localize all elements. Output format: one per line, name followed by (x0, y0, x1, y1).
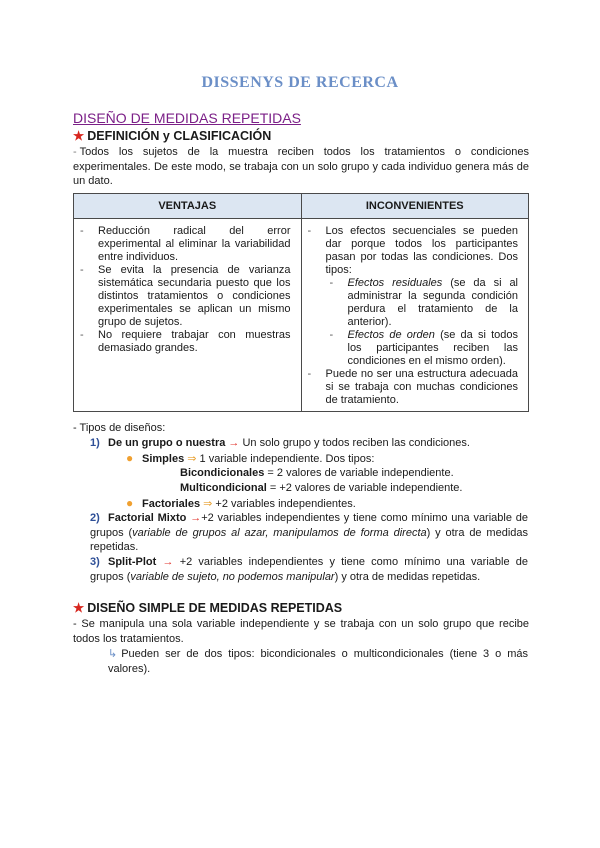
arrow-icon: → (162, 556, 174, 568)
header-inconvenientes: INCONVENIENTES (301, 194, 529, 219)
list-item: - No requiere trabajar con muestras demasiado grandes. (80, 329, 291, 354)
tipo-factoriales: ● Factoriales ⇒ +2 variables independientes. (126, 496, 356, 510)
bullet-icon: ● (126, 496, 134, 510)
header-ventajas: VENTAJAS (74, 194, 302, 219)
double-arrow-icon: ⇒ (187, 453, 197, 465)
tipo-item-2: 2) Factorial Mixto →+2 variables independientes y tiene como mínimo una variable de grupos (variable de grupos al azar, manipulamos de forma directa) y otra de medidas repetidas. (90, 512, 528, 553)
intro-paragraph: - Todos los sujetos de la muestra reciben todos los tratamientos o condiciones experimentales. De este modo, se trabaja con un solo grupo y cada individuo genera más de un dato. (73, 146, 529, 187)
bullet-icon: ● (126, 451, 134, 465)
list-item: - Efectos residuales (se da si al administrar la segunda condición perdura el tratamiento de la anterior). (329, 277, 518, 328)
simple-design-paragraph: - Se manipula una sola variable independiente y se trabaja con un solo grupo que recibe todos los tratamientos. (73, 618, 529, 645)
arrow-icon: → (190, 512, 202, 524)
tipo-multicondicional: Multicondicional = +2 valores de variable independiente. (180, 482, 463, 494)
inconvenientes-cell (301, 219, 529, 412)
simple-design-note: ↳ Pueden ser de dos tipos: bicondicionales o multicondicionales (tiene 3 o más valores). (108, 648, 528, 675)
document-title: DISSENYS DE RECERCA (201, 74, 399, 91)
list-item: - Los efectos secuenciales se pueden dar porque todos los participantes pasan por todas las condiciones. Dos tipos: (307, 225, 518, 276)
arrow-icon: → (228, 437, 240, 449)
return-arrow-icon: ↳ (108, 648, 118, 660)
double-arrow-icon: ⇒ (203, 498, 213, 510)
list-item: - Reducción radical del error experimental al eliminar la variabilidad entre individuos. (80, 225, 291, 263)
star-icon: ★ (73, 601, 85, 615)
list-item: - Efectos de orden (se da si todos los participantes reciben las condiciones en el mismo orden). (329, 329, 519, 367)
pros-cons-table (73, 193, 529, 412)
star-icon: ★ (73, 129, 85, 143)
ventajas-cell (74, 219, 302, 412)
list-item: - Puede no ser una estructura adecuada si se trabaja con muchas condiciones de tratamiento. (307, 368, 518, 406)
subheading-definition: ★ DEFINICIÓN y CLASIFICACIÓN (73, 129, 272, 143)
tipo-bicondicionales: Bicondicionales = 2 valores de variable independiente. (180, 467, 454, 479)
table-header-row (74, 194, 529, 219)
tipo-item-3: 3) Split-Plot → +2 variables independientes y tiene como mínimo una variable de grupos (variable de sujeto, no podemos manipular) y otra de medidas repetidas. (90, 556, 529, 583)
tipo-item-1: 1) De un grupo o nuestra → Un solo grupo y todos reciben las condiciones. (90, 437, 470, 449)
list-item: - Se evita la presencia de varianza sistemática secundaria puesto que los distintos tratamientos o condiciones experimentales se aplican un mismo grupo de sujetos. (80, 264, 291, 328)
table-row (74, 219, 529, 412)
subheading-simple-design: ★ DISEÑO SIMPLE DE MEDIDAS REPETIDAS (73, 601, 343, 615)
tipos-intro: - Tipos de diseños: (73, 422, 166, 434)
tipo-simples: ● Simples ⇒ 1 variable independiente. Dos tipos: (126, 451, 375, 465)
section-heading-repeated-measures: DISEÑO DE MEDIDAS REPETIDAS (73, 110, 301, 126)
dash-marker: - (73, 146, 77, 158)
